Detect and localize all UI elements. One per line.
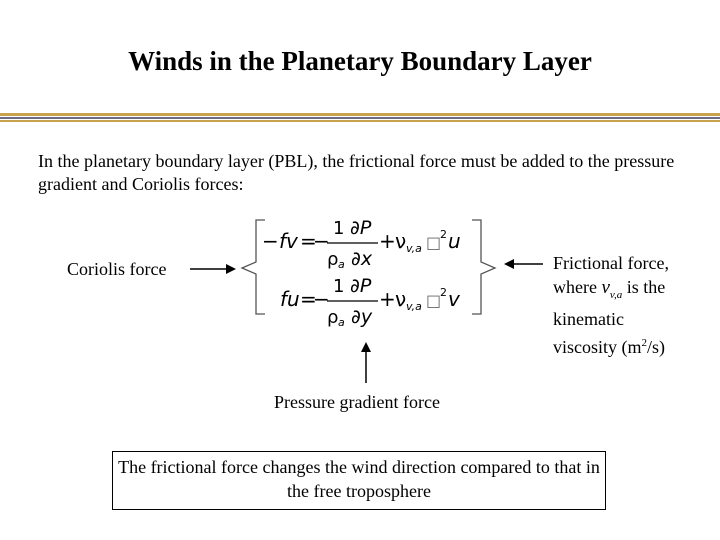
eq2-den-sub: a	[338, 316, 345, 329]
eq2-nu-sub: v,a	[406, 300, 422, 313]
intro-text: In the planetary boundary layer (PBL), the frictional force must be added to the pressure gradient and Coriolis forces:	[38, 151, 675, 194]
eq2-lhs: fu	[280, 287, 300, 311]
friction-nu-sub: v,a	[609, 288, 623, 301]
friction-line-2	[553, 275, 703, 307]
eq1-den-sub: a	[338, 258, 345, 271]
eq1-var: u	[448, 229, 461, 253]
friction-viscosity-sup: 2	[641, 336, 647, 349]
eq2-plus: +	[379, 287, 396, 311]
eq1-neg: −	[313, 229, 330, 253]
coriolis-arrow-head	[226, 264, 236, 274]
slide-title: Winds in the Planetary Boundary Layer	[128, 46, 592, 76]
eq2-laplacian-sup: 2	[440, 286, 447, 299]
eq1-plus: +	[379, 229, 396, 253]
friction-label	[553, 251, 703, 359]
eq1-den: ρ	[327, 249, 339, 270]
friction-line-4	[553, 331, 703, 359]
friction-is-the: is the	[626, 277, 666, 297]
friction-line-3: kinematic	[553, 308, 624, 329]
friction-arrow-head	[504, 259, 514, 269]
eq1-equals: =	[300, 229, 317, 253]
eq1-num: 1	[333, 218, 345, 239]
eq1-minus: −	[262, 229, 279, 253]
coriolis-label: Coriolis force	[67, 259, 167, 279]
eq2-den: ρ	[327, 307, 339, 328]
eq1-nu-sub: v,a	[406, 242, 422, 255]
eq1-lhs: fv	[279, 229, 298, 253]
eq2-dnum: ∂P	[350, 275, 372, 297]
eq2-dden: ∂y	[351, 306, 373, 328]
friction-nu-symbol: ν	[601, 277, 610, 298]
friction-where: where	[553, 277, 597, 297]
right-bracket	[472, 220, 495, 314]
friction-line-1: Frictional force,	[553, 253, 669, 273]
eq1-nu: ν	[395, 229, 407, 253]
eq2-num: 1	[333, 276, 345, 297]
eq2-nu: ν	[395, 287, 407, 311]
pressure-arrow-head	[361, 342, 371, 352]
friction-viscosity-unit: /s)	[647, 336, 665, 357]
eq1-laplacian: □	[426, 233, 442, 252]
eq2-equals: =	[300, 287, 317, 311]
equation-1	[262, 217, 461, 271]
eq2-var: v	[448, 287, 460, 311]
eq2-laplacian: □	[426, 291, 442, 310]
eq1-dnum: ∂P	[350, 217, 372, 239]
pressure-gradient-label: Pressure gradient force	[274, 392, 440, 412]
note-box: The frictional force changes the wind direction compared to that in the free troposphere	[112, 451, 606, 510]
equation-2	[280, 275, 461, 329]
eq1-laplacian-sup: 2	[440, 228, 447, 241]
eq1-dden: ∂x	[351, 248, 373, 270]
friction-viscosity-text: viscosity (m	[553, 336, 642, 357]
eq2-neg: −	[313, 287, 330, 311]
